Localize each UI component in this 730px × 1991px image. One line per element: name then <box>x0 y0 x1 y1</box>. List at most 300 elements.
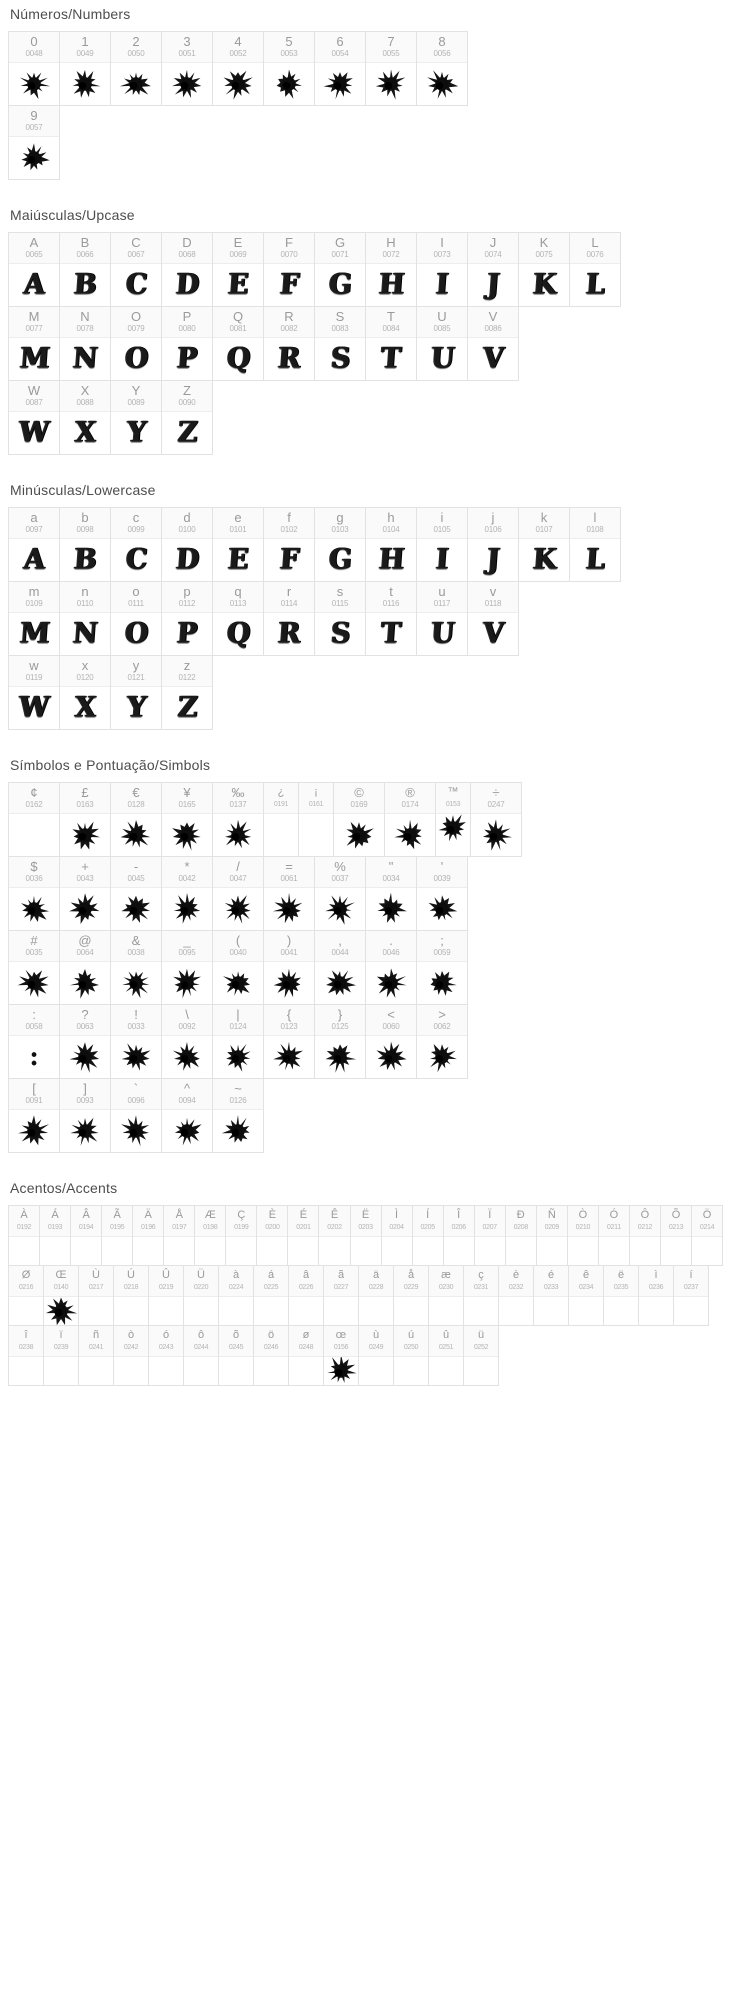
glyph-charcode: 0140 <box>53 1284 69 1291</box>
glyph-letter-art <box>468 613 518 655</box>
glyph-cell[interactable] <box>8 1325 44 1386</box>
glyph-charcode: 0111 <box>128 599 144 608</box>
glyph-character: ú <box>407 1329 415 1341</box>
glyph-cell-header <box>111 857 161 888</box>
glyph-grid <box>8 232 722 455</box>
glyph-cell[interactable] <box>350 1205 382 1266</box>
glyph-charcode: 0237 <box>683 1284 699 1291</box>
glyph-charcode: 0115 <box>331 599 349 608</box>
glyph-cell[interactable] <box>365 507 417 582</box>
glyph-character: 2 <box>132 34 140 49</box>
glyph-cell[interactable] <box>212 1078 264 1153</box>
glyph-cell[interactable] <box>314 856 366 931</box>
glyph-cell[interactable] <box>381 1205 413 1266</box>
glyph-cell[interactable] <box>505 1205 537 1266</box>
glyph-cell[interactable] <box>463 1325 499 1386</box>
glyph-cell[interactable] <box>8 581 60 656</box>
glyph-cell[interactable] <box>212 581 264 656</box>
glyph-cell[interactable] <box>416 306 468 381</box>
glyph-charcode: 0048 <box>25 49 43 58</box>
glyph-cell[interactable] <box>43 1265 79 1326</box>
glyph-cell-header <box>661 1206 691 1237</box>
glyph-cell[interactable] <box>8 105 60 180</box>
glyph-empty-art <box>114 1297 148 1325</box>
glyph-charcode: 0049 <box>76 49 94 58</box>
glyph-cell-header <box>162 508 212 539</box>
glyph-cell[interactable] <box>253 1325 289 1386</box>
glyph-cell[interactable] <box>638 1265 674 1326</box>
glyph-cell[interactable] <box>43 1325 79 1386</box>
glyph-cell[interactable] <box>263 581 315 656</box>
glyph-cell[interactable] <box>161 31 213 106</box>
glyph-letter-shape: C <box>124 543 148 576</box>
glyph-cell[interactable] <box>416 31 468 106</box>
glyph-character: * <box>184 859 190 874</box>
glyph-cell[interactable] <box>218 1325 254 1386</box>
glyph-letter-art <box>264 613 314 655</box>
glyph-cell[interactable] <box>569 232 621 307</box>
glyph-letter-shape: W <box>18 416 50 449</box>
glyph-cell[interactable] <box>8 655 60 730</box>
glyph-empty-art <box>184 1297 218 1325</box>
glyph-character: + <box>81 859 89 874</box>
glyph-cell[interactable] <box>467 232 519 307</box>
glyph-cell[interactable] <box>416 581 468 656</box>
glyph-charcode: 0077 <box>25 324 43 333</box>
glyph-charcode: 0064 <box>76 948 94 957</box>
glyph-cell[interactable] <box>59 380 111 455</box>
glyph-cell[interactable] <box>8 507 60 582</box>
glyph-cell[interactable] <box>110 306 162 381</box>
glyph-cell[interactable] <box>110 31 162 106</box>
glyph-splat-icon <box>213 63 263 105</box>
glyph-cell[interactable] <box>212 31 264 106</box>
glyph-letter-shape: Z <box>176 416 198 449</box>
glyph-charcode: 0239 <box>53 1344 69 1351</box>
glyph-cell[interactable] <box>59 856 111 931</box>
glyph-cell[interactable] <box>416 507 468 582</box>
glyph-charcode: 0099 <box>127 525 145 534</box>
glyph-cell[interactable] <box>660 1205 692 1266</box>
glyph-cell-header <box>417 582 467 613</box>
glyph-splat-icon <box>417 63 467 105</box>
glyph-cell[interactable] <box>59 1004 111 1079</box>
glyph-cell[interactable] <box>59 306 111 381</box>
glyph-empty-art <box>9 814 59 856</box>
glyph-cell[interactable] <box>194 1205 226 1266</box>
glyph-cell[interactable] <box>365 306 417 381</box>
glyph-cell[interactable] <box>384 782 436 857</box>
glyph-cell[interactable] <box>110 930 162 1005</box>
glyph-cell[interactable] <box>161 655 213 730</box>
glyph-charcode: 0174 <box>401 800 419 809</box>
glyph-empty-art <box>506 1237 536 1265</box>
glyph-cell[interactable] <box>470 782 522 857</box>
glyph-cell[interactable] <box>212 232 264 307</box>
glyph-cell-header <box>257 1206 287 1237</box>
glyph-cell[interactable] <box>314 1004 366 1079</box>
glyph-empty-art <box>568 1237 598 1265</box>
glyph-cell[interactable] <box>598 1205 630 1266</box>
glyph-cell-header <box>111 656 161 687</box>
glyph-empty-art <box>9 1237 39 1265</box>
glyph-cell[interactable] <box>314 306 366 381</box>
glyph-cell[interactable] <box>161 1004 213 1079</box>
glyph-cell[interactable] <box>498 1265 534 1326</box>
glyph-cell[interactable] <box>536 1205 568 1266</box>
glyph-charcode: 0084 <box>382 324 400 333</box>
glyph-cell[interactable] <box>161 507 213 582</box>
glyph-cell[interactable] <box>110 856 162 931</box>
glyph-cell-header <box>366 931 416 962</box>
glyph-splat-icon <box>9 962 59 1004</box>
glyph-cell-header <box>40 1206 70 1237</box>
glyph-cell[interactable] <box>212 306 264 381</box>
glyph-cell[interactable] <box>113 1265 149 1326</box>
glyph-charcode: 0062 <box>433 1022 451 1031</box>
glyph-cell[interactable] <box>8 1004 60 1079</box>
glyph-charcode: 0224 <box>228 1284 244 1291</box>
section-title: Símbolos e Pontuação/Simbols <box>10 757 211 773</box>
glyph-cell[interactable] <box>183 1265 219 1326</box>
glyph-splat-icon <box>436 814 470 842</box>
glyph-charcode: 0207 <box>482 1224 497 1231</box>
glyph-cell-header <box>114 1266 148 1297</box>
glyph-charcode: 0076 <box>586 250 604 259</box>
glyph-charcode: 0053 <box>280 49 298 58</box>
glyph-cell[interactable] <box>59 655 111 730</box>
glyph-cell[interactable] <box>263 1004 315 1079</box>
glyph-charcode: 0081 <box>229 324 247 333</box>
glyph-splat-icon <box>60 814 110 856</box>
glyph-cell[interactable] <box>463 1265 499 1326</box>
glyph-letter-art <box>264 338 314 380</box>
glyph-cell[interactable] <box>318 1205 350 1266</box>
glyph-cell-header <box>162 582 212 613</box>
glyph-cell[interactable] <box>365 856 417 931</box>
glyph-cell[interactable] <box>212 507 264 582</box>
glyph-cell[interactable] <box>288 1265 324 1326</box>
glyph-cell[interactable] <box>603 1265 639 1326</box>
glyph-cell-header <box>499 1266 533 1297</box>
glyph-character: L <box>591 235 599 250</box>
glyph-cell[interactable] <box>416 856 468 931</box>
glyph-character: y <box>132 658 140 673</box>
glyph-cell[interactable] <box>148 1265 184 1326</box>
glyph-cell[interactable] <box>323 1325 359 1386</box>
glyph-cell[interactable] <box>323 1265 359 1326</box>
glyph-letter-shape: R <box>277 617 301 650</box>
glyph-row <box>8 1325 722 1386</box>
glyph-splat-icon <box>60 1110 110 1152</box>
glyph-cell[interactable] <box>161 232 213 307</box>
glyph-cell[interactable] <box>256 1205 288 1266</box>
glyph-cell-header <box>413 1206 443 1237</box>
glyph-cell[interactable] <box>518 507 570 582</box>
glyph-cell[interactable] <box>59 581 111 656</box>
glyph-cell-header <box>264 857 314 888</box>
glyph-cell[interactable] <box>101 1205 133 1266</box>
glyph-cell[interactable] <box>629 1205 661 1266</box>
glyph-cell[interactable] <box>148 1325 184 1386</box>
glyph-charcode: 0098 <box>76 525 94 534</box>
glyph-cell[interactable] <box>212 930 264 1005</box>
glyph-cell[interactable] <box>132 1205 164 1266</box>
glyph-letter-art <box>111 264 161 306</box>
glyph-cell[interactable] <box>314 507 366 582</box>
glyph-cell-header <box>162 783 212 814</box>
glyph-empty-art <box>569 1297 603 1325</box>
glyph-charcode: 0097 <box>25 525 43 534</box>
glyph-character: B <box>80 235 90 250</box>
glyph-cell[interactable] <box>212 782 264 857</box>
glyph-cell[interactable] <box>212 1004 264 1079</box>
glyph-letter-art <box>9 687 59 729</box>
glyph-cell[interactable] <box>365 31 417 106</box>
glyph-cell[interactable] <box>161 1078 213 1153</box>
glyph-cell[interactable] <box>569 507 621 582</box>
glyph-cell[interactable] <box>474 1205 506 1266</box>
glyph-charcode: 0208 <box>513 1224 528 1231</box>
glyph-empty-art <box>674 1297 708 1325</box>
glyph-charcode: 0059 <box>433 948 451 957</box>
glyph-cell-header <box>111 783 161 814</box>
glyph-character: â <box>302 1269 310 1281</box>
glyph-cell[interactable] <box>287 1205 319 1266</box>
glyph-charcode: 0229 <box>403 1284 419 1291</box>
glyph-cell-header <box>324 1266 358 1297</box>
glyph-cell[interactable] <box>467 581 519 656</box>
glyph-cell[interactable] <box>358 1265 394 1326</box>
glyph-splat-icon <box>111 1036 161 1078</box>
glyph-splat-icon <box>471 814 521 856</box>
glyph-cell-header <box>44 1326 78 1357</box>
glyph-charcode: 0120 <box>76 673 94 682</box>
glyph-charcode: 0082 <box>280 324 298 333</box>
glyph-cell[interactable] <box>183 1325 219 1386</box>
glyph-cell[interactable] <box>78 1325 114 1386</box>
glyph-cell[interactable] <box>8 930 60 1005</box>
glyph-cell[interactable] <box>8 782 60 857</box>
glyph-cell[interactable] <box>161 856 213 931</box>
glyph-cell[interactable] <box>110 1078 162 1153</box>
glyph-cell[interactable] <box>263 782 299 857</box>
glyph-cell[interactable] <box>8 1078 60 1153</box>
glyph-cell[interactable] <box>298 782 334 857</box>
glyph-cell[interactable] <box>416 1004 468 1079</box>
glyph-cell[interactable] <box>110 1004 162 1079</box>
glyph-cell[interactable] <box>212 856 264 931</box>
glyph-cell[interactable] <box>110 581 162 656</box>
glyph-cell[interactable] <box>161 380 213 455</box>
glyph-empty-art <box>599 1237 629 1265</box>
glyph-splat-icon <box>417 1036 467 1078</box>
glyph-cell[interactable] <box>8 856 60 931</box>
glyph-letter-art <box>9 338 59 380</box>
glyph-cell[interactable] <box>518 232 570 307</box>
glyph-cell[interactable] <box>428 1265 464 1326</box>
glyph-character: 7 <box>387 34 395 49</box>
glyph-cell[interactable] <box>253 1265 289 1326</box>
glyph-letter-shape: U <box>429 342 455 375</box>
glyph-cell[interactable] <box>365 1004 417 1079</box>
glyph-cell[interactable] <box>163 1205 195 1266</box>
glyph-character: n <box>81 584 89 599</box>
glyph-character: P <box>182 309 192 324</box>
glyph-cell[interactable] <box>110 380 162 455</box>
glyph-character: O <box>130 309 142 324</box>
glyph-charcode: 0068 <box>178 250 196 259</box>
glyph-cell[interactable] <box>416 232 468 307</box>
glyph-cell[interactable] <box>358 1325 394 1386</box>
glyph-charcode: 0050 <box>127 49 145 58</box>
glyph-cell[interactable] <box>673 1265 709 1326</box>
glyph-character: @ <box>78 933 92 948</box>
glyph-cell-header <box>213 931 263 962</box>
glyph-cell[interactable] <box>59 31 111 106</box>
glyph-cell[interactable] <box>533 1265 569 1326</box>
glyph-cell-header <box>264 233 314 264</box>
glyph-cell[interactable] <box>568 1265 604 1326</box>
glyph-cell[interactable] <box>59 507 111 582</box>
glyph-cell-header <box>475 1206 505 1237</box>
glyph-character: b <box>81 510 89 525</box>
glyph-cell[interactable] <box>288 1325 324 1386</box>
section-title: Maiúsculas/Upcase <box>10 207 135 223</box>
glyph-cell[interactable] <box>263 930 315 1005</box>
glyph-charcode: 0104 <box>382 525 400 534</box>
glyph-cell[interactable] <box>365 232 417 307</box>
glyph-charcode: 0113 <box>229 599 247 608</box>
glyph-cell[interactable] <box>59 1078 111 1153</box>
glyph-splat-icon <box>213 1110 263 1152</box>
glyph-letter-shape: B <box>72 543 98 576</box>
glyph-character: û <box>442 1329 450 1341</box>
glyph-cell[interactable] <box>333 782 385 857</box>
glyph-cell[interactable] <box>263 306 315 381</box>
glyph-cell[interactable] <box>435 782 471 857</box>
glyph-row <box>8 856 722 931</box>
glyph-cell[interactable] <box>443 1205 475 1266</box>
glyph-character: N <box>80 309 90 324</box>
glyph-cell[interactable] <box>161 581 213 656</box>
glyph-cell[interactable] <box>78 1265 114 1326</box>
glyph-cell[interactable] <box>263 232 315 307</box>
glyph-cell[interactable] <box>8 1205 40 1266</box>
glyph-cell[interactable] <box>8 380 60 455</box>
glyph-splat-icon <box>264 962 314 1004</box>
glyph-section <box>8 0 722 180</box>
glyph-character: % <box>334 859 346 874</box>
glyph-cell[interactable] <box>365 581 417 656</box>
glyph-cell[interactable] <box>161 306 213 381</box>
glyph-character: ñ <box>92 1329 100 1341</box>
glyph-cell[interactable] <box>412 1205 444 1266</box>
glyph-letter-shape: A <box>22 543 46 576</box>
glyph-cell[interactable] <box>567 1205 599 1266</box>
glyph-cell[interactable] <box>218 1265 254 1326</box>
glyph-character: Ô <box>640 1209 650 1221</box>
glyph-charcode: 0210 <box>575 1224 591 1231</box>
glyph-charcode: 0063 <box>76 1022 94 1031</box>
glyph-cell[interactable] <box>467 507 519 582</box>
glyph-cell[interactable] <box>110 655 162 730</box>
glyph-cell[interactable] <box>314 930 366 1005</box>
glyph-character: Õ <box>671 1209 681 1221</box>
glyph-charcode: 0037 <box>331 874 349 883</box>
glyph-cell[interactable] <box>59 782 111 857</box>
glyph-cell[interactable] <box>113 1325 149 1386</box>
glyph-cell[interactable] <box>70 1205 102 1266</box>
glyph-cell[interactable] <box>161 930 213 1005</box>
glyph-cell[interactable] <box>314 31 366 106</box>
glyph-letter-shape: L <box>584 543 606 576</box>
glyph-cell[interactable] <box>59 232 111 307</box>
glyph-row <box>8 306 722 381</box>
glyph-cell[interactable] <box>110 232 162 307</box>
glyph-charcode: 0093 <box>76 1096 94 1105</box>
glyph-cell[interactable] <box>393 1265 429 1326</box>
glyph-cell-header <box>417 307 467 338</box>
glyph-charcode: 0212 <box>637 1224 653 1231</box>
glyph-cell[interactable] <box>263 507 315 582</box>
glyph-cell[interactable] <box>467 306 519 381</box>
glyph-cell[interactable] <box>314 232 366 307</box>
glyph-charcode: 0195 <box>109 1224 125 1231</box>
glyph-character: _ <box>183 933 191 948</box>
glyph-character: - <box>133 859 139 874</box>
glyph-character: ë <box>617 1269 625 1281</box>
glyph-cell[interactable] <box>8 31 60 106</box>
glyph-cell-header <box>315 32 365 63</box>
glyph-letter-art <box>111 338 161 380</box>
glyph-cell[interactable] <box>8 232 60 307</box>
glyph-charcode: 0087 <box>25 398 43 407</box>
glyph-cell[interactable] <box>263 856 315 931</box>
glyph-splat-icon <box>213 888 263 930</box>
glyph-cell[interactable] <box>225 1205 257 1266</box>
glyph-cell[interactable] <box>8 306 60 381</box>
glyph-empty-art <box>184 1357 218 1385</box>
glyph-character: ! <box>134 1007 138 1022</box>
glyph-cell[interactable] <box>39 1205 71 1266</box>
glyph-cell[interactable] <box>393 1325 429 1386</box>
glyph-letter-art <box>417 613 467 655</box>
glyph-character: Ó <box>609 1209 619 1221</box>
glyph-cell-header <box>254 1326 288 1357</box>
glyph-cell[interactable] <box>365 930 417 1005</box>
glyph-cell[interactable] <box>59 930 111 1005</box>
glyph-cell[interactable] <box>428 1325 464 1386</box>
glyph-charcode: 0249 <box>368 1344 384 1351</box>
glyph-cell-header <box>9 857 59 888</box>
glyph-letter-shape: W <box>18 691 50 724</box>
glyph-cell[interactable] <box>8 1265 44 1326</box>
glyph-cell-header <box>468 582 518 613</box>
glyph-cell[interactable] <box>314 581 366 656</box>
glyph-letter-shape: P <box>176 342 198 375</box>
glyph-cell[interactable] <box>161 782 213 857</box>
glyph-cell[interactable] <box>110 507 162 582</box>
glyph-character: Ò <box>578 1209 588 1221</box>
glyph-cell[interactable] <box>110 782 162 857</box>
glyph-cell[interactable] <box>416 930 468 1005</box>
glyph-cell[interactable] <box>691 1205 723 1266</box>
glyph-character: ó <box>162 1329 170 1341</box>
glyph-cell[interactable] <box>263 31 315 106</box>
glyph-charcode: 0163 <box>76 800 94 809</box>
glyph-letter-shape: L <box>584 268 606 301</box>
